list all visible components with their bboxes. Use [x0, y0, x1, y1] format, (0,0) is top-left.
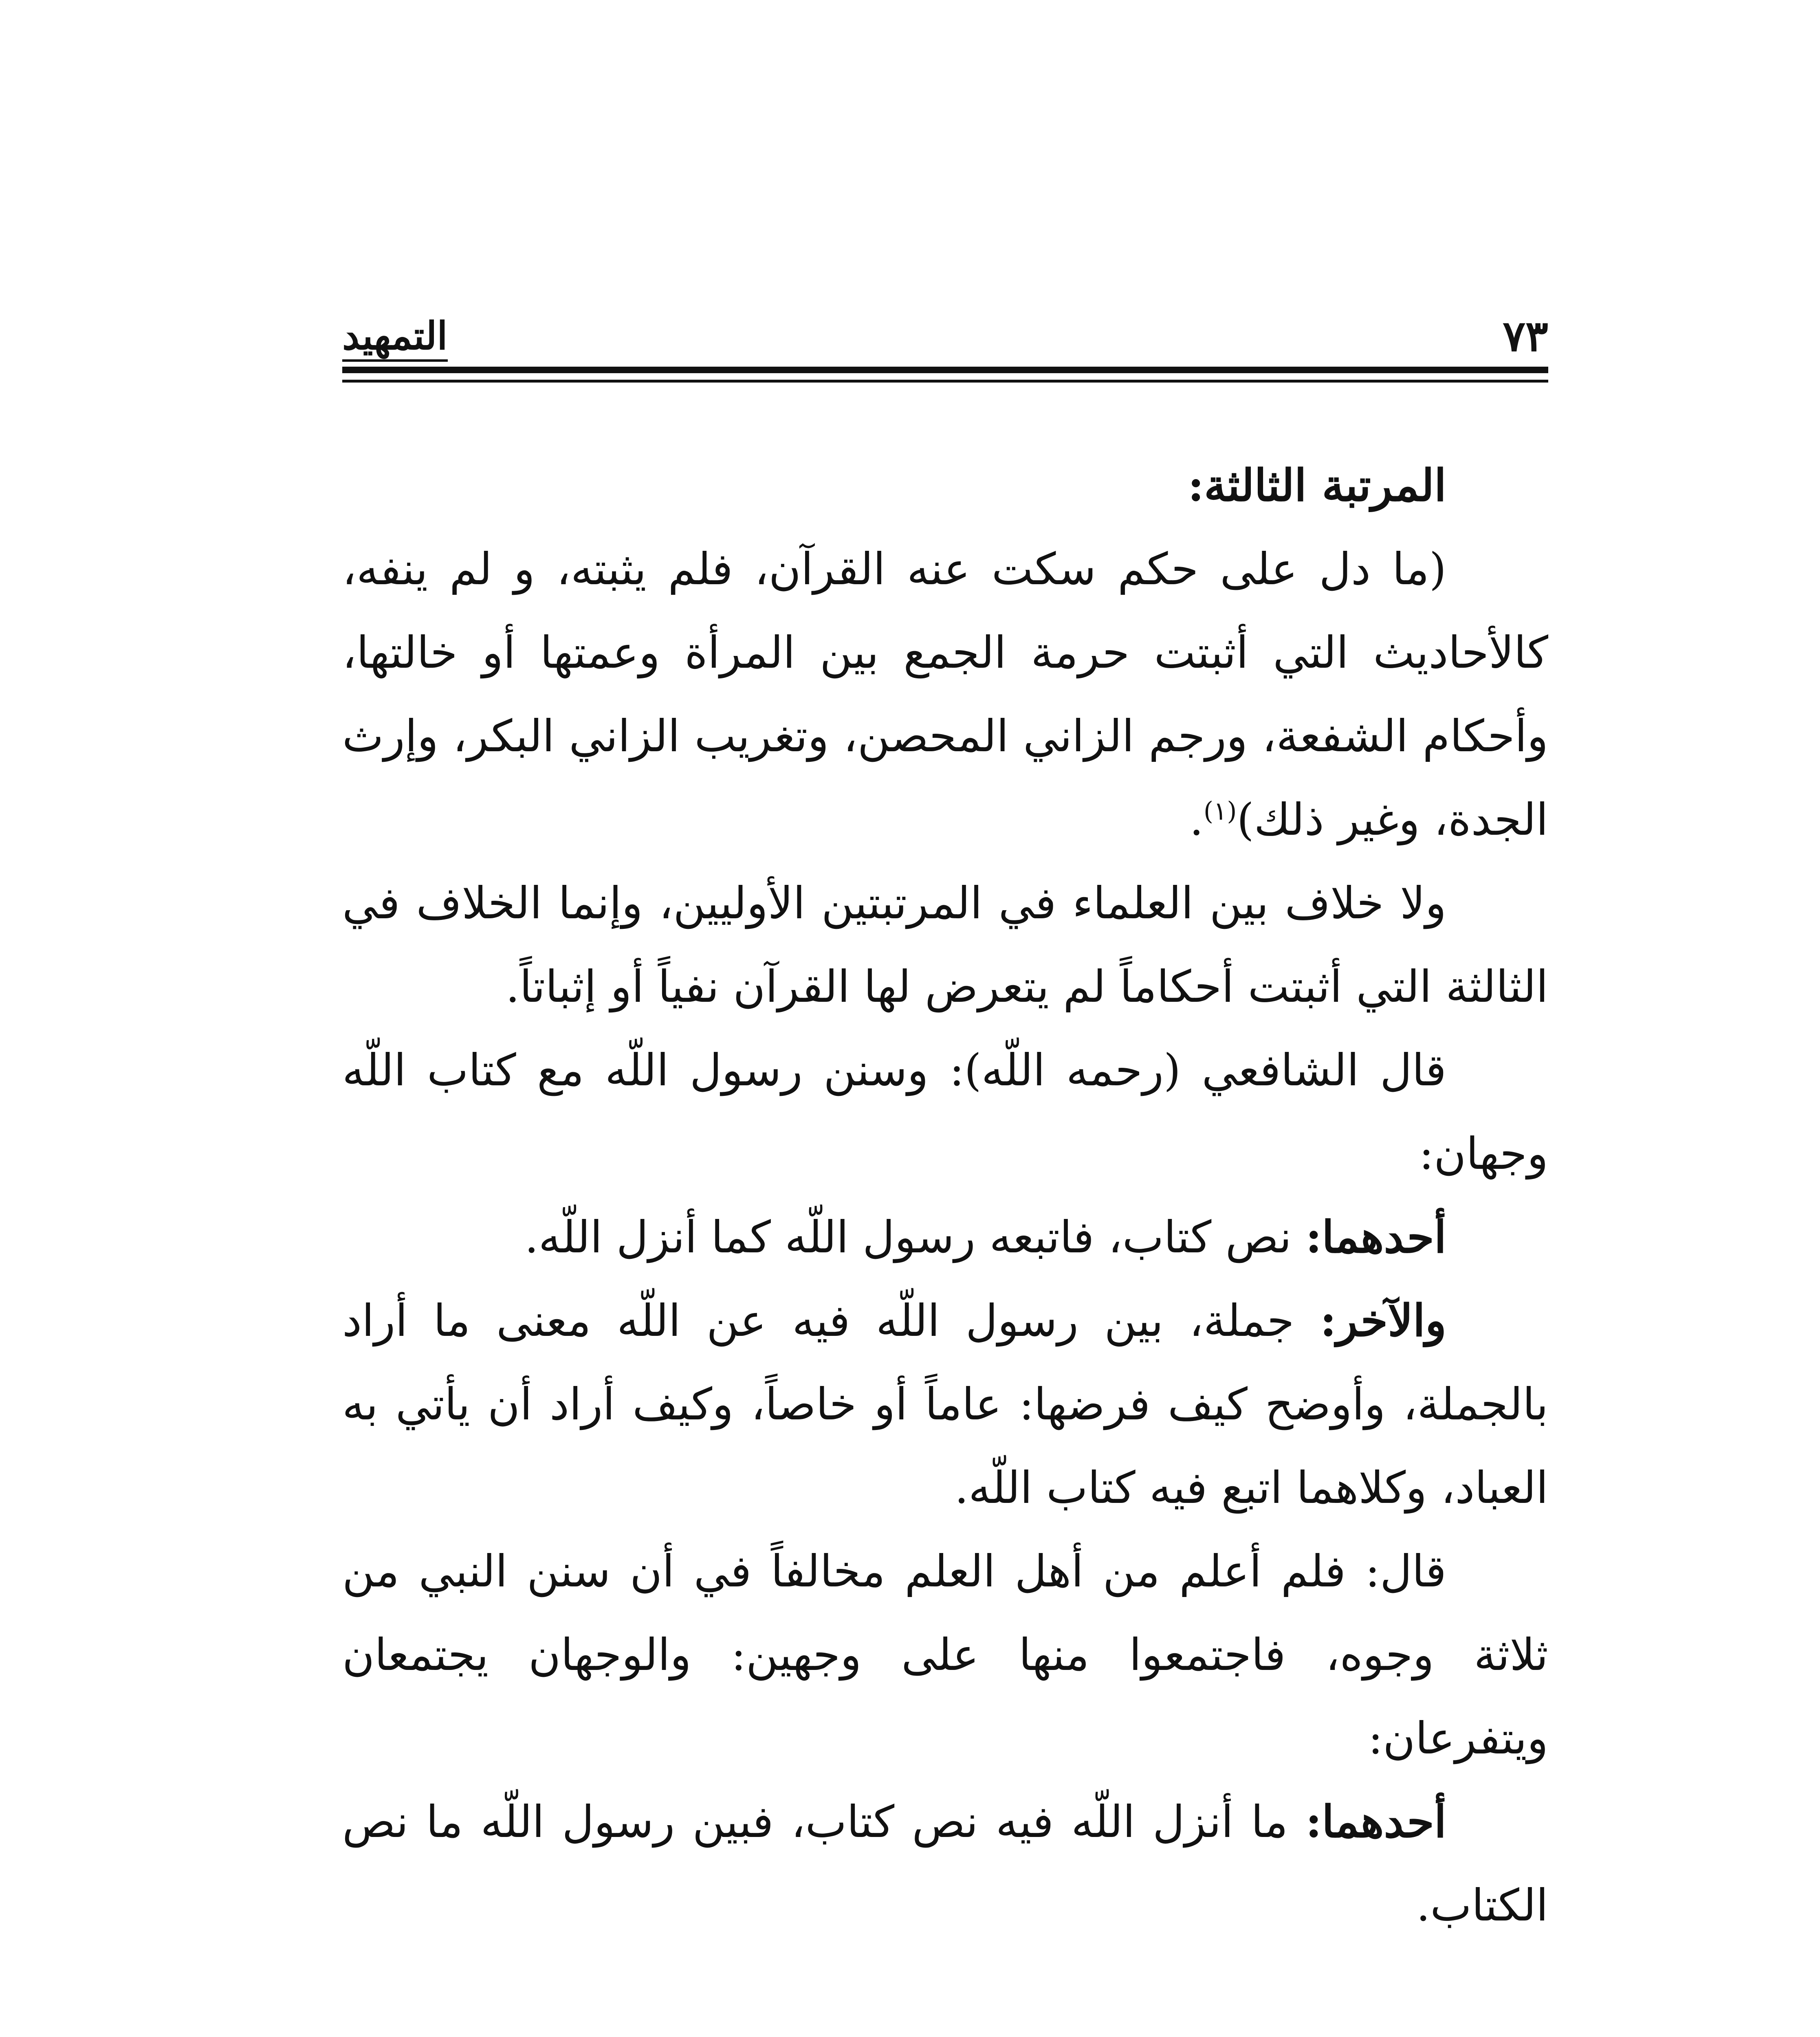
- paragraph-end: .: [1189, 794, 1204, 845]
- header-rule-thick: [342, 367, 1548, 373]
- page-header: [342, 311, 1548, 361]
- footnote-ref: (١): [1203, 796, 1237, 826]
- paragraph: [342, 1780, 1548, 1947]
- paragraph-text: جملة، بين رسول اللّه فيه عن اللّه معنى ما أراد بالجملة، وأوضح كيف فرضها: عاماً أو خاصاً، وكيف أراد أن يأتي به العباد، وكلاهما اتبع فيه كتاب اللّه.: [342, 1296, 1548, 1513]
- paragraph: قال الشافعي (رحمه اللّه): وسنن رسول اللّه مع كتاب اللّه وجهان:: [342, 1045, 1548, 1179]
- paragraph-text: ما أنزل اللّه فيه نص كتاب، فبين رسول اللّه ما نص الكتاب.: [342, 1797, 1548, 1931]
- lead-word: أحدهما:: [1305, 1212, 1446, 1263]
- paragraph: [342, 1196, 1548, 1279]
- paragraph: ولا خلاف بين العلماء في المرتبتين الأوليين، وإنما الخلاف في الثالثة التي أثبتت أحكاماً لم يتعرض لها القرآن نفياً أو إثباتاً.: [342, 878, 1548, 1012]
- lead-word: أحدهما:: [1305, 1796, 1446, 1848]
- page-number: ٧٣: [1503, 311, 1548, 361]
- body-text: [342, 444, 1548, 1947]
- paragraph-text: نص كتاب، فاتبعه رسول اللّه كما أنزل اللّه.: [524, 1212, 1306, 1263]
- paragraph: [342, 1279, 1548, 1530]
- section-heading: المرتبة الثالثة:: [1188, 460, 1446, 511]
- paragraph: [342, 528, 1548, 862]
- header-rule-thin: [342, 380, 1548, 383]
- running-title: التمهيد: [342, 314, 448, 362]
- paragraph-text: (ما دل على حكم سكت عنه القرآن، فلم يثبته، و لم ينفه، كالأحاديث التي أثبتت حرمة الجمع بين المرأة وعمتها أو خالتها، وأحكام الشفعة، ورجم الزاني المحصن، وتغريب الزاني البكر، وإرث الجدة، وغير ذلك): [342, 544, 1548, 845]
- paragraph: قال: فلم أعلم من أهل العلم مخالفاً في أن سنن النبي من ثلاثة وجوه، فاجتمعوا منها على وجهين: والوجهان يجتمعان ويتفرعان:: [342, 1546, 1548, 1764]
- lead-word: والآخر:: [1320, 1295, 1446, 1346]
